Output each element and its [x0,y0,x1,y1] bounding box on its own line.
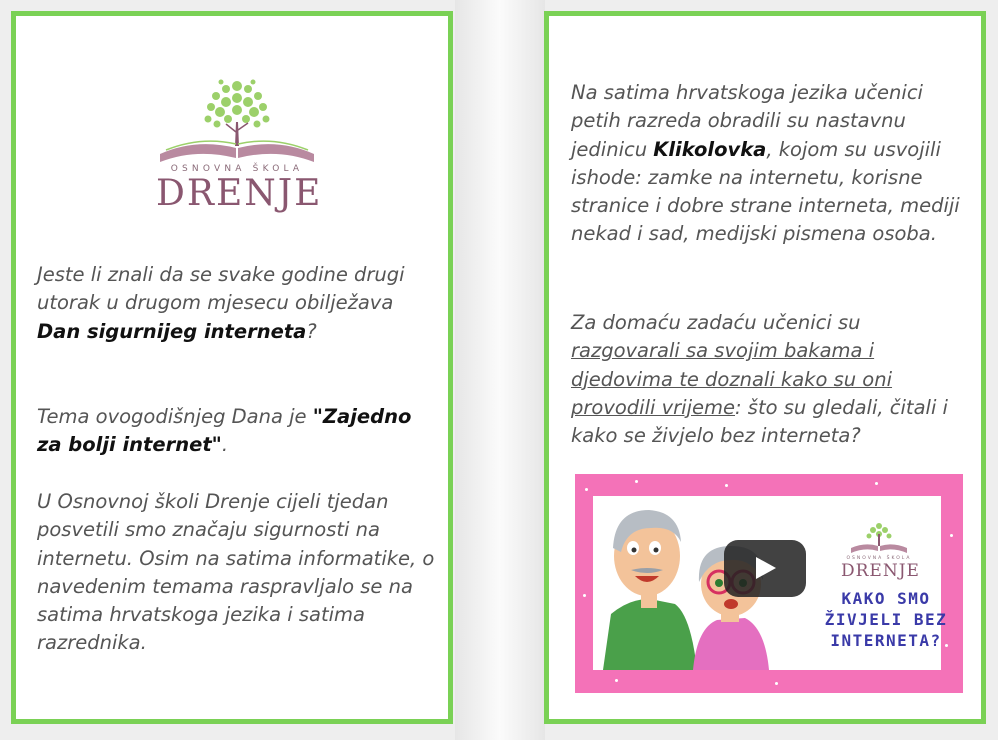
lesson-end: , kojom su usvojili ishode: zamke na internetu, korisne stranice i dobre strane interneta, mediji nekad i sad, medijski pismena osoba. [571,137,960,246]
homework-text: Za domaću zadaću učenici su [571,311,861,334]
intro-end: ? [306,319,317,343]
video-title-line: ŽIVJELI BEZ [824,610,948,629]
theme-text: Tema ovogodišnjeg Dana je [37,405,313,428]
sparkle [875,482,878,485]
lesson-paragraph [571,79,971,249]
play-button[interactable] [724,540,806,597]
sparkle [775,682,778,685]
video-title [811,588,961,651]
school-paragraph: U Osnovnoj školi Drenje cijeli tjedan posvetili smo značaju sigurnosti na internetu. Osim na satima informatike, o navedenim temama raspravljalo se na satima hrvatskoga jezika i satima razrednika. [37,490,435,655]
intro-paragraph [37,261,437,346]
book-spine [455,0,545,740]
sparkle [725,484,728,487]
video-logo-title: DRENJE [841,561,920,581]
tree-book-icon [156,74,318,169]
play-icon [756,557,776,579]
homework-end: : što su gledali, čitali i kako se živjelo bez interneta? [571,395,948,448]
intro-text: Jeste li znali da se svake godine drugi utorak u drugom mjesecu obilježava [37,263,405,315]
lesson-text: Na satima hrvatskoga jezika učenici petih razreda obradili su nastavnu jedinicu [571,81,923,161]
intro-bold: Dan sigurnijeg interneta [37,319,307,343]
logo-title: DRENJE [156,173,323,214]
sparkle [615,679,618,682]
video-logo-subtitle: OSNOVNA ŠKOLA [846,556,912,561]
video-title-line: INTERNETA? [830,631,942,650]
logo-subtitle: OSNOVNA ŠKOLA [170,164,304,174]
sparkle [950,534,953,537]
homework-paragraph [571,309,971,450]
theme-paragraph [37,403,437,460]
homework-underlined: razgovarali sa svojim bakama i djedovima te doznali kako su oni provodili vrijeme [571,339,893,419]
video-thumbnail[interactable] [575,474,963,693]
theme-bold: "Zajedno za bolji internet" [37,405,412,457]
theme-end: . [221,433,229,457]
video-title-line: KAKO SMO [841,589,931,608]
right-page [544,11,986,724]
sparkle [583,594,586,597]
left-page [11,11,453,724]
sparkle [635,480,638,483]
sparkle [585,488,588,491]
school-logo [156,74,323,224]
lesson-bold: Klikolovka [653,137,767,161]
